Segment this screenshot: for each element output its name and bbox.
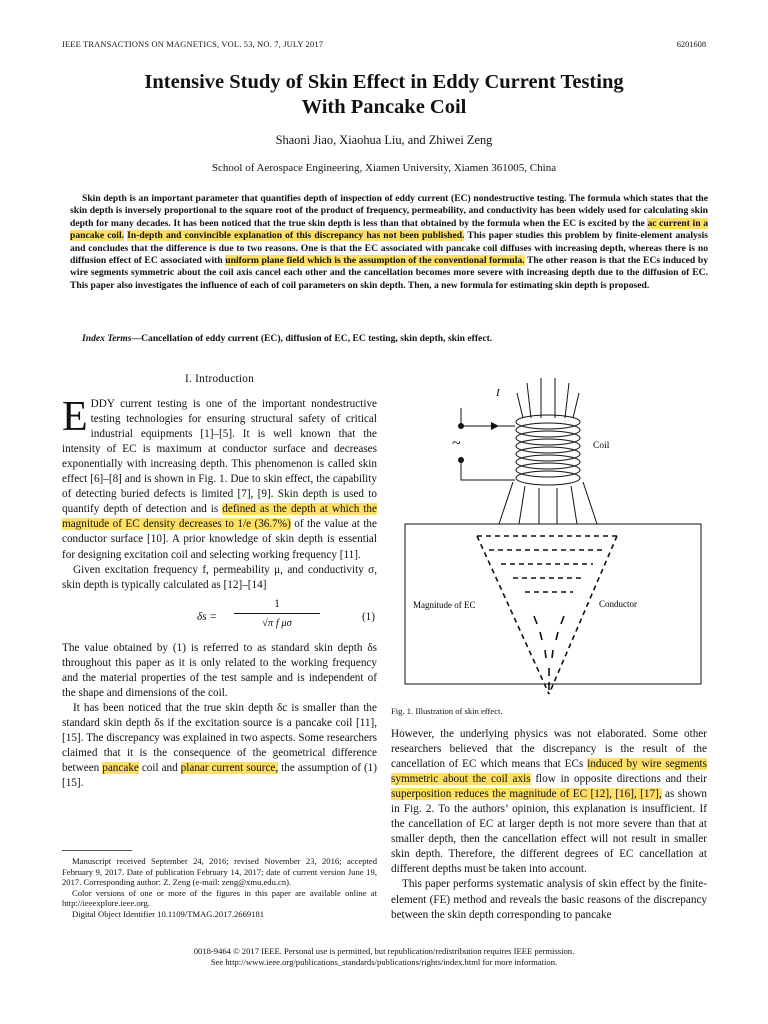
abstract-text: This paper studies this problem by finite-element analysis and concludes that the difference is due to two reasons. One is that the EC associated with pancake coil diffuses with increasing depth, whereas there is no diffusion effect of EC associated with bbox=[70, 230, 708, 267]
paragraph-text: DDY current testing is one of the important nondestructive testing technologies for ensuring structural safety of critical industrial equipments [1]–[5]. It is well known that the intensity of EC is maximum at conductor surface and decreases exponentially with increasing depth. This phenomenon is called skin effect [6]–[8] and is shown in Fig. 1. Due to skin effect, the capability of detecting buried defects is limited [7], [9]. Skin depth is used to quantify depth of detection and is bbox=[62, 398, 377, 516]
footnote bbox=[62, 856, 377, 920]
highlight: planar current source, bbox=[180, 762, 279, 775]
left-column bbox=[62, 372, 377, 791]
footnote-doi: Digital Object Identifier 10.1109/TMAG.2017.2669181 bbox=[72, 908, 265, 919]
terminal-dot bbox=[458, 423, 464, 429]
copyright-line-2: See http://www.ieee.org/publications_standards/publications/rights/index.html for more information. bbox=[210, 957, 558, 967]
highlight: uniform plane field which is the assumption of the conventional formula. bbox=[225, 255, 525, 267]
coil-label: Coil bbox=[593, 441, 610, 451]
abstract-text: Skin depth is an important parameter that quantifies depth of inspection of eddy current (EC) nondestructive testing. The formula which states that the skin depth is inversely proportional to the square root of the product of frequency, permeability, and conductivity has been widely used for calculating skin depth for many decades. It has been noticed that the true skin depth is less than that obtained by the formula when the EC is excited by the bbox=[70, 193, 708, 229]
circuit-wire-bottom bbox=[461, 460, 515, 480]
running-header-journal: IEEE TRANSACTIONS ON MAGNETICS, VOL. 53, NO. 7, JULY 2017 bbox=[62, 40, 324, 49]
paragraph-text: It has been noticed that the true skin depth δc is smaller than the standard skin depth δs if the excitation source is a pancake coil [11], [15]. The discrepancy was explained in two aspects. Some researchers claimed that it is the consequence of the geometrical difference between bbox=[62, 701, 377, 775]
figure-caption: Fig. 1. Illustration of skin effect. bbox=[391, 706, 503, 716]
highlight: superposition reduces the magnitude of EC [12], [16], [17], bbox=[391, 788, 662, 801]
terminal-dot bbox=[458, 457, 464, 463]
title-line-2: With Pancake Coil bbox=[301, 96, 467, 118]
equation-denominator: √π f μσ bbox=[262, 617, 292, 629]
paragraph: This paper performs systematic analysis of skin effect by the finite-element (FE) method and reveals the basic reasons of the discrepancy between the skin depth corresponding to pancake bbox=[391, 878, 707, 921]
highlight: ac current in a pancake coil. bbox=[70, 217, 708, 242]
conductor-label: Conductor bbox=[599, 599, 637, 609]
equation-numerator: 1 bbox=[234, 597, 320, 614]
paragraph-text: the assumption of (1) [15]. bbox=[62, 762, 378, 790]
right-column bbox=[391, 727, 707, 923]
current-arrow-icon bbox=[491, 422, 499, 430]
figure-1-skin-effect bbox=[391, 378, 711, 698]
affiliation: School of Aerospace Engineering, Xiamen University, Xiamen 361005, China bbox=[211, 162, 557, 174]
paragraph-text: flow in opposite directions and their bbox=[530, 773, 708, 786]
paragraph bbox=[62, 701, 377, 791]
footnote-color: Color versions of one or more of the figures in this paper are available online at http://ieeexplore.ieee.org. bbox=[62, 887, 377, 909]
paragraph-text: coil and bbox=[138, 762, 181, 775]
current-label: I bbox=[496, 387, 500, 399]
highlight: pancake bbox=[102, 762, 139, 775]
paragraph bbox=[391, 727, 707, 877]
paragraph-text: of the value at the conductor surface [10]. A prior knowledge of skin depth is essential for designing excitation coil and selecting working frequency [11]. bbox=[62, 518, 377, 561]
abstract-text: The other reason is that the ECs induced by wire segments symmetric about the coil axis cancel each other and the cancellation becomes more severe with increasing depth due to the diffusion of EC. This paper also investigates the influence of each of coil parameters on skin depth. Then, a new formula for estimating skin depth is proposed. bbox=[70, 255, 708, 291]
footnote-manuscript: Manuscript received September 24, 2016; revised November 23, 2016; accepted February 9, 2017. Date of publication February 14, 2017; date of current version June 19, 2017. Corresponding author: Z. Zeng (e-mail: zeng@xmu.edu.cn). bbox=[62, 856, 377, 888]
author-list: Shaoni Jiao, Xiaohua Liu, and Zhiwei Zeng bbox=[275, 133, 493, 147]
index-terms bbox=[70, 333, 708, 345]
ec-magnitude-profile bbox=[477, 536, 617, 694]
equation-1 bbox=[62, 597, 377, 637]
intro-paragraph bbox=[62, 394, 377, 563]
paper-title bbox=[40, 70, 728, 120]
abstract bbox=[70, 193, 708, 292]
equation-fraction bbox=[234, 597, 320, 631]
circuit-wire-top bbox=[461, 408, 515, 426]
title-line-1: Intensive Study of Skin Effect in Eddy Current Testing bbox=[144, 71, 624, 93]
paragraph-text: as shown in Fig. 2. To the authors’ opinion, this explanation is insufficient. If the cancellation of EC at larger depth is not more severe than that at smaller depth, then the cancellation effect will not result in smaller skin depth. Therefore, the different degrees of EC cancellation at different depths must be taken into account. bbox=[391, 788, 707, 876]
ac-source-symbol: ~ bbox=[452, 435, 461, 452]
highlight: defined as the depth at which the magnitude of EC density decreases to 1/e (36.7%) bbox=[62, 503, 377, 531]
paragraph: Given excitation frequency f, permeability μ, and conductivity σ, skin depth is typically calculated as [12]–[14] bbox=[62, 563, 377, 591]
running-header-page-number: 6201608 bbox=[676, 40, 706, 49]
section-heading: I. Introduction bbox=[184, 373, 255, 385]
paragraph: The value obtained by (1) is referred to as standard skin depth δs throughout this paper as it is only related to the working frequency and the material properties of the test sample and is independent of the shape and dimensions of the coil. bbox=[62, 641, 377, 699]
highlight: induced by wire segments symmetric about the coil axis bbox=[391, 758, 707, 786]
equation-number: (1) bbox=[361, 610, 375, 623]
index-terms-label: Index Terms bbox=[82, 333, 132, 344]
index-terms-text: —Cancellation of eddy current (EC), diffusion of EC, EC testing, skin depth, skin effect. bbox=[131, 333, 493, 344]
ec-depth-segments bbox=[534, 616, 564, 690]
copyright-line-1: 0018-9464 © 2017 IEEE. Personal use is permitted, but republication/redistribution requires IEEE permission. bbox=[193, 946, 575, 956]
paragraph-text: However, the underlying physics was not elaborated. Some other researchers believed that the discrepancy is the result of the cancellation of EC which means that ECs bbox=[391, 728, 707, 771]
magnitude-label: Magnitude of EC bbox=[413, 600, 476, 610]
copyright-notice bbox=[40, 946, 728, 968]
equation-lhs: δs = bbox=[197, 610, 217, 623]
highlight: In-depth and convincible explanation of this discrepancy has not been published. bbox=[127, 230, 465, 242]
drop-cap: E bbox=[62, 394, 88, 441]
footnote-divider bbox=[62, 850, 132, 851]
coil-icon bbox=[499, 378, 597, 524]
